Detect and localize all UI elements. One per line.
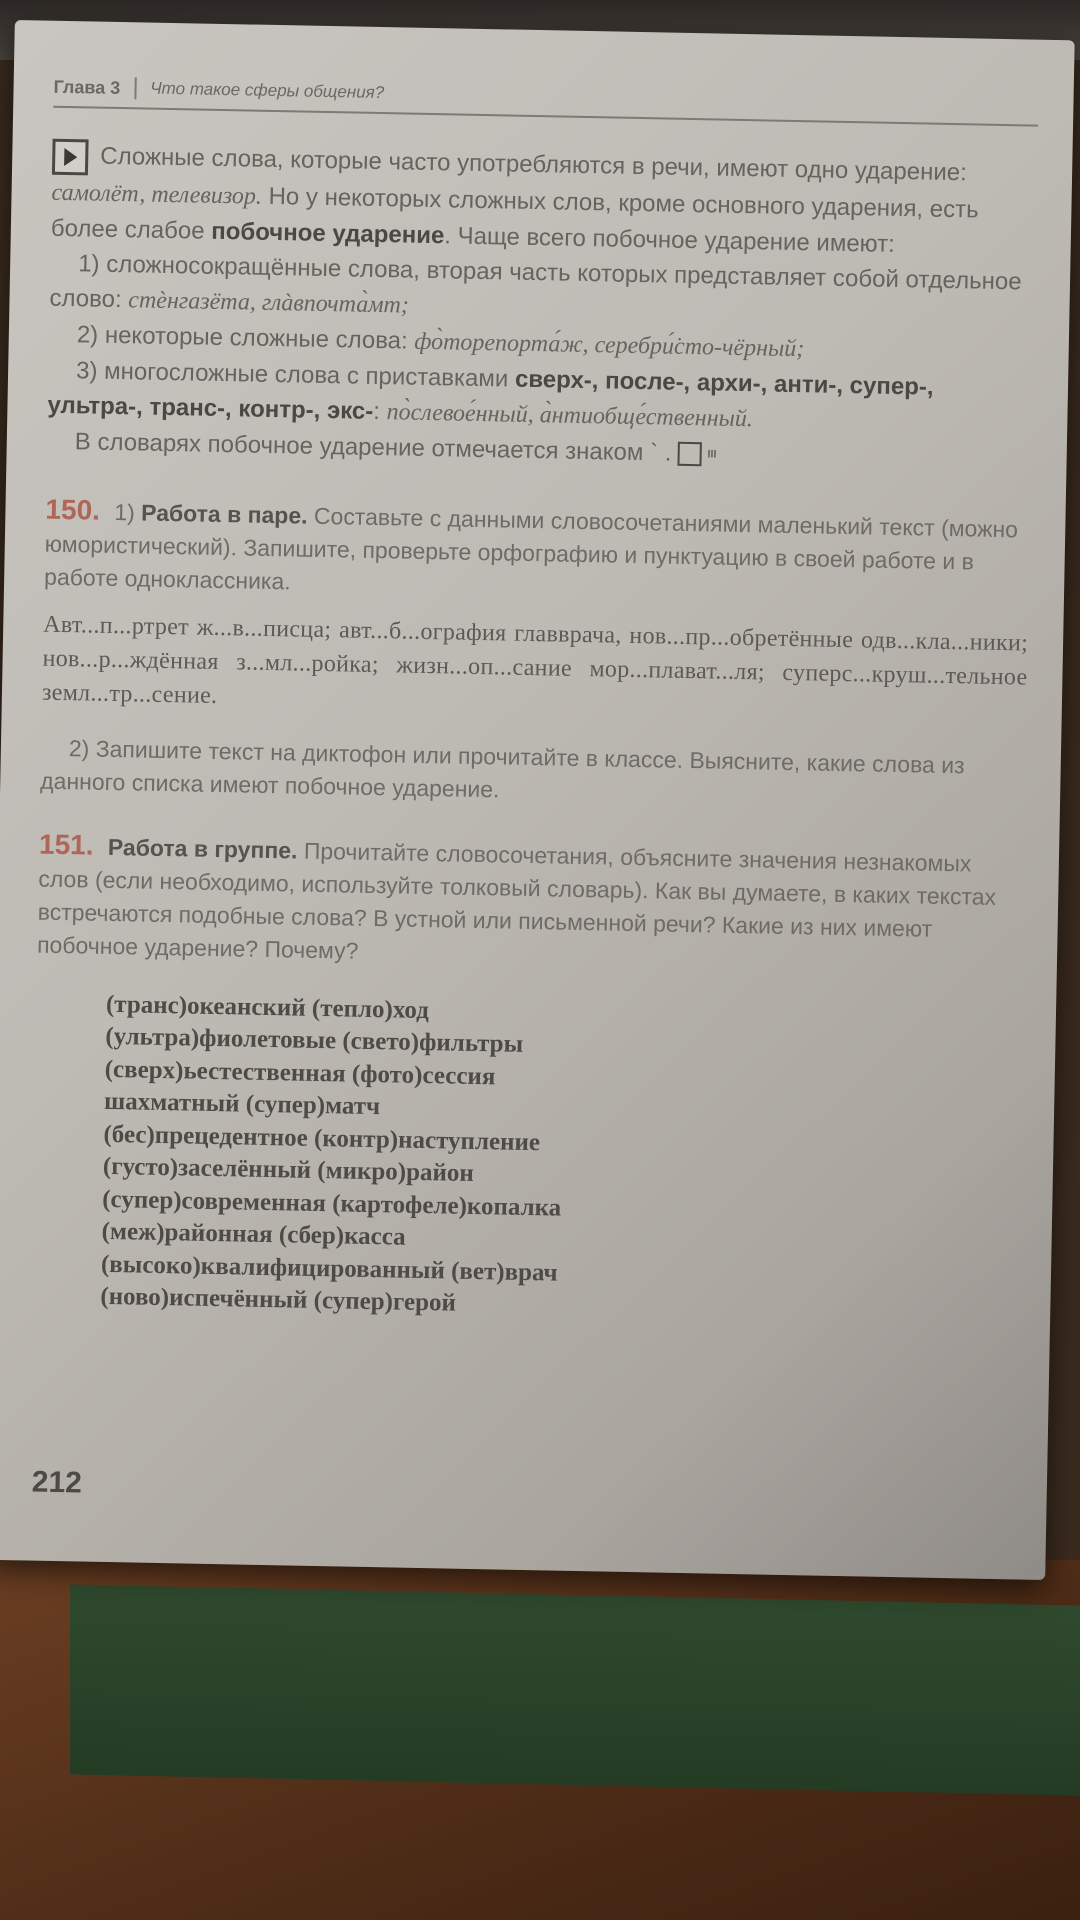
- chapter-title: Что такое сферы общения?: [150, 78, 385, 103]
- rule-item-2: 2) некоторые сложные слова: фо̀торепорта́ж, серебри̇́сто-чёрный;: [76, 320, 805, 362]
- task-title: Работа в группе.: [107, 833, 298, 864]
- task-part-label: 1): [114, 498, 136, 526]
- rule-note: В словарях побочное ударение отмечается знаком ` . III: [74, 427, 717, 467]
- word-list: [100, 989, 1021, 1332]
- divider: [134, 77, 136, 99]
- task-151: [37, 827, 1024, 980]
- task-150-part-2: 2) Запишите текст на диктофон или прочитайте в классе. Выясните, какие слова из данного списка имеют побочное ударение.: [40, 734, 965, 803]
- list-item: (супер)современная (картофеле)копалка: [102, 1185, 562, 1222]
- list-item: шахматный (супер)матч: [103, 1088, 381, 1121]
- list-item: (ультра)фиолетовые (свето)фильтры: [105, 1023, 524, 1059]
- task-number: 150.: [45, 493, 101, 526]
- list-item: (сверх)ьестественная (фото)сессия: [104, 1055, 496, 1091]
- task-150-words: Авт...п...ртрет ж...в...писца; авт...б...ография главврача, нов...пр...обретённые одв...кла...ники; нов...р...ждённая з...мл...ройка; жизн...оп...сание мор...плават...ля; суперс...круш...тельное земл...тр...сение.: [41, 611, 1029, 709]
- chapter-label: Глава 3: [53, 76, 121, 98]
- task-number: 151.: [38, 828, 94, 861]
- rule-item-1: 1) сложносокращённые слова, вторая часть которых представляет собой отдельное слово: стѐнгазёта, глàвпочта̀мт;: [49, 249, 1022, 319]
- rule-term: побочное ударение: [211, 217, 445, 249]
- book-cover: [70, 1584, 1080, 1795]
- rule-text: Сложные слова, которые часто употребляются в речи, имеют одно ударение:: [100, 142, 968, 187]
- task-text: Прочитайте словосочетания, объясните значения незнакомых слов (если необходимо, используйте толковый словарь). Как вы думаете, в каких текстах встречаются подобные слова? В устной или письменной речи? Какие из них имеют побочное ударение? Почему?: [36, 837, 997, 964]
- list-item: (транс)океанский (тепло)ход: [105, 990, 430, 1024]
- list-item: (густо)заселённый (микро)район: [102, 1153, 475, 1188]
- page-number: 212: [31, 1465, 83, 1500]
- page-content: [30, 76, 1039, 1331]
- rule-item-3: 3) многосложные слова с приставками сверх-, после-, архи-, анти-, супер-, ультра-, транс-, контр-, экс-: по̀слевое́нный, а̀нтиобще́ственный.: [47, 356, 934, 432]
- task-150: [44, 492, 1031, 612]
- rule-block: [46, 138, 1037, 478]
- task-text: Составьте с данными словосочетаниями маленький текст (можно юмористический). Запишите, проверьте орфографию и пунктуацию в своей работе и в работе одноклассника.: [43, 502, 1019, 595]
- task-title: Работа в паре.: [140, 499, 308, 529]
- rule-text: Но у некоторых сложных слов, кроме основного ударения, есть более слабое: [50, 182, 979, 245]
- play-icon: [52, 138, 89, 175]
- running-head: [53, 76, 1038, 127]
- list-item: (меж)районная (сбер)касса: [101, 1218, 406, 1251]
- list-item: (бес)прецедентное (контр)наступление: [103, 1120, 541, 1156]
- list-item: (ново)испечённый (супер)герой: [100, 1283, 457, 1317]
- rule-example: самолёт, телевизор.: [51, 179, 263, 210]
- list-item: (высоко)квалифицированный (вет)врач: [100, 1250, 558, 1287]
- textbook-page: [0, 20, 1075, 1580]
- rule-text: . Чаще всего побочное ударение имеют:: [444, 221, 896, 258]
- dictionary-icon: III: [677, 442, 701, 466]
